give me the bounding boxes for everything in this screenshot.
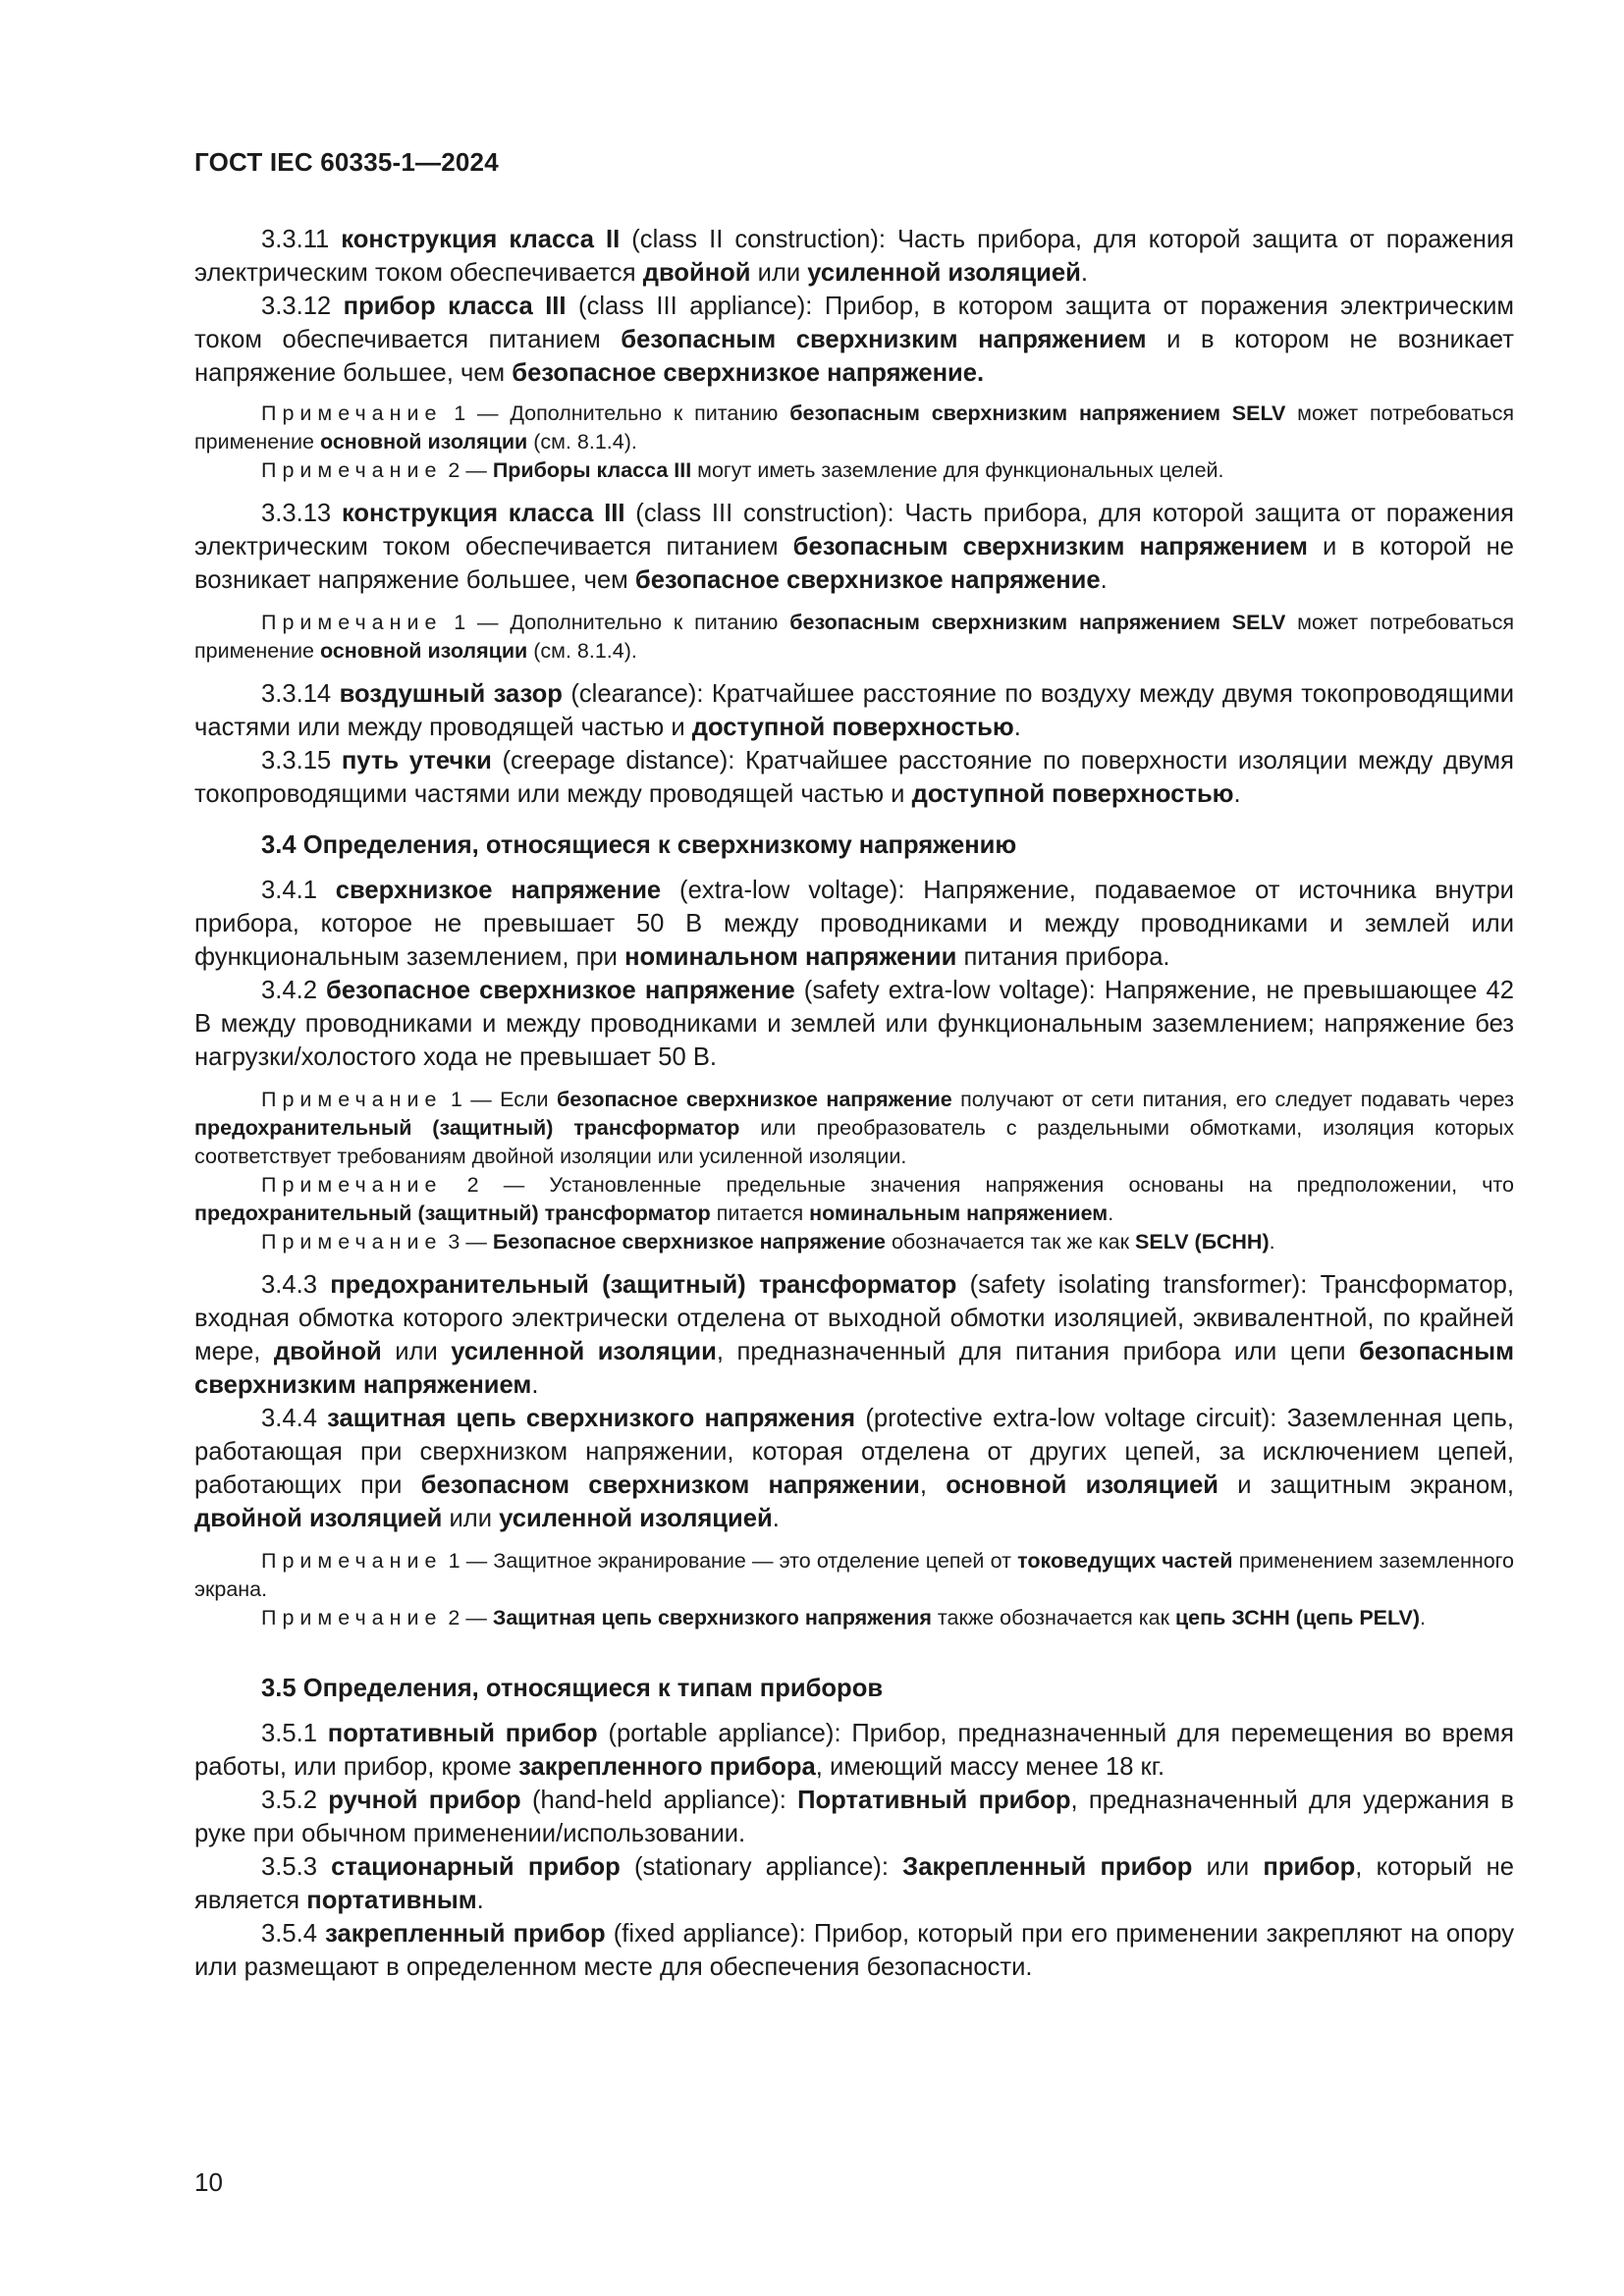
- text-run: 3.5.4: [261, 1920, 326, 1948]
- bold-term: Портативный прибор: [797, 1787, 1071, 1814]
- text-run: , имеющий массу менее 18 кг.: [815, 1753, 1165, 1781]
- page-number: 10: [194, 2167, 223, 2197]
- note-paragraph: [194, 1086, 1514, 1171]
- bold-term: предохранительный (защитный) трансформатор: [194, 1201, 711, 1225]
- text-run: (clearance): Кратчайшее расстояние по воздуху между двумя токопроводящими частями или между проводящей частью и: [194, 680, 1515, 741]
- bold-term: портативный прибор: [327, 1720, 598, 1747]
- text-run: .: [1080, 259, 1088, 287]
- text-run: 3.3.14: [261, 680, 340, 708]
- text-run: .: [1233, 780, 1241, 808]
- bold-term: усиленной изоляцией: [499, 1505, 773, 1532]
- bold-term: закрепленного прибора: [518, 1753, 816, 1781]
- text-run: (creepage distance): Кратчайшее расстояние по поверхности изоляции между двумя токопроводящими частями или между проводящей частью и: [194, 747, 1514, 808]
- bold-term: безопасное сверхнизкое напряжение.: [512, 359, 985, 387]
- text-run: .: [1100, 566, 1108, 594]
- definition-paragraph: [194, 1850, 1514, 1917]
- note-label: Примечание: [261, 1549, 443, 1573]
- definition-paragraph: [194, 1402, 1514, 1535]
- bold-term: безопасным сверхнизким напряжением SELV: [789, 401, 1286, 425]
- text-run: 3.5.1: [261, 1720, 328, 1747]
- definition-paragraph: [194, 1717, 1514, 1784]
- bold-term: номинальном напряжении: [624, 943, 957, 971]
- text-run: 1 — Дополнительно к питанию: [442, 611, 790, 634]
- bold-term: доступной поверхностью: [911, 780, 1234, 808]
- bold-term: номинальным напряжением: [809, 1201, 1109, 1225]
- text-run: 3.4.4: [261, 1405, 328, 1432]
- text-run: 3 —: [442, 1230, 493, 1254]
- bold-term: токоведущих частей: [1017, 1549, 1233, 1573]
- bold-term: прибор: [1263, 1853, 1356, 1881]
- text-run: или: [442, 1505, 500, 1532]
- bold-term: предохранительный (защитный) трансформатор: [330, 1271, 957, 1299]
- section-heading: [194, 1672, 1514, 1705]
- text-run: (extra-low voltage): Напряжение, подаваемое от источника внутри прибора, которое не превышает 50 В между проводниками и между проводниками и землей или функциональным заземлением, при: [194, 877, 1514, 971]
- text-run: 2 — Установленные предельные значения напряжения основаны на предположении, что: [442, 1173, 1514, 1197]
- section-heading: [194, 828, 1514, 862]
- note-label: Примечание: [261, 458, 443, 482]
- definition-paragraph: [194, 497, 1514, 597]
- bold-term: основной изоляции: [320, 639, 528, 663]
- bold-term: цепь ЗСНН (цепь PELV): [1174, 1606, 1421, 1629]
- text-run: , предназначенный для удержания в руке при обычном применении/использовании.: [194, 1787, 1514, 1847]
- bold-term: сверхнизкое напряжение: [335, 877, 662, 904]
- text-run: (safety extra-low voltage): Напряжение, не превышающее 42 В между проводниками и между проводниками и землей или функциональным заземлением; напряжение без нагрузки/холостого хода не превышает 50 В.: [194, 977, 1515, 1071]
- bold-term: SELV (БСНН): [1135, 1230, 1270, 1254]
- text-run: и в котором не возникает напряжение большее, чем: [194, 326, 1514, 387]
- text-run: .: [1420, 1606, 1427, 1629]
- note-label: Примечание: [261, 1173, 443, 1197]
- text-run: питания прибора.: [956, 943, 1170, 971]
- text-run: 3.5.3: [261, 1853, 332, 1881]
- bold-term: безопасное сверхнизкое напряжение: [634, 566, 1101, 594]
- text-run: (portable appliance): Прибор, предназначенный для перемещения во время работы, или прибор, кроме: [194, 1720, 1514, 1781]
- definition-paragraph: [194, 223, 1514, 290]
- text-run: 3.4 Определения, относящиеся к сверхнизкому напряжению: [261, 831, 1017, 859]
- text-run: (fixed appliance): Прибор, который при его применении закрепляют на опору или размещают в определенном месте для обеспечения безопасности.: [194, 1920, 1514, 1981]
- text-run: (см. 8.1.4).: [527, 430, 637, 454]
- text-run: 3.3.12: [261, 293, 344, 320]
- bold-term: двойной: [642, 259, 751, 287]
- text-run: .: [476, 1887, 484, 1914]
- text-run: .: [1108, 1201, 1114, 1225]
- bold-term: предохранительный (защитный) трансформатор: [194, 1116, 740, 1140]
- text-run: и защитным экраном,: [1218, 1471, 1514, 1499]
- note-paragraph: [194, 1228, 1514, 1256]
- bold-term: безопасное сверхнизкое напряжение: [556, 1088, 952, 1111]
- text-run: (class II construction): Часть прибора, для которой защита от поражения электрическим током обеспечивается: [194, 226, 1515, 287]
- definition-paragraph: [194, 974, 1514, 1074]
- text-run: (protective extra-low voltage circuit): Заземленная цепь, работающая при сверхнизком напряжении, которая отделена от других цепей, за исключением цепей, работающих при: [194, 1405, 1514, 1499]
- text-run: 1 — Если: [442, 1088, 557, 1111]
- text-run: 3.4.2: [261, 977, 327, 1004]
- note-paragraph: [194, 609, 1514, 666]
- definition-paragraph: [194, 874, 1514, 974]
- note-paragraph: [194, 400, 1514, 456]
- definition-paragraph: [194, 290, 1514, 390]
- text-run: (hand-held appliance):: [520, 1787, 798, 1814]
- text-run: или: [750, 259, 808, 287]
- text-run: или: [381, 1338, 452, 1365]
- note-label: Примечание: [261, 1088, 443, 1111]
- note-label: Примечание: [261, 1230, 443, 1254]
- bold-term: стационарный прибор: [331, 1853, 621, 1881]
- bold-term: Приборы класса III: [492, 458, 692, 482]
- text-run: .: [1269, 1230, 1275, 1254]
- bold-term: Безопасное сверхнизкое напряжение: [492, 1230, 886, 1254]
- text-run: 3.3.15: [261, 747, 342, 774]
- text-run: или: [1192, 1853, 1264, 1881]
- bold-term: основной изоляции: [320, 430, 528, 454]
- text-run: 1 — Дополнительно к питанию: [442, 401, 790, 425]
- bold-term: двойной: [273, 1338, 382, 1365]
- bold-term: усиленной изоляцией: [807, 259, 1081, 287]
- text-run: , предназначенный для питания прибора или цепи: [716, 1338, 1360, 1365]
- bold-term: путь утечки: [341, 747, 492, 774]
- text-run: 3.3.11: [261, 226, 342, 253]
- bold-term: безопасным сверхнизким напряжением: [194, 1338, 1514, 1399]
- definition-paragraph: [194, 1784, 1514, 1850]
- text-run: (class III construction): Часть прибора, для которой защита от поражения электрическим током обеспечивается питанием: [194, 500, 1514, 561]
- bold-term: основной изоляцией: [946, 1471, 1219, 1499]
- definition-paragraph: [194, 1917, 1514, 1984]
- text-run: или преобразователь с раздельными обмотками, изоляция которых соответствует требованиям двойной изоляции или усиленной изоляции.: [194, 1116, 1514, 1168]
- text-run: может потребоваться применение: [194, 401, 1514, 454]
- note-paragraph: [194, 1604, 1514, 1632]
- bold-term: ручной прибор: [328, 1787, 521, 1814]
- bold-term: безопасное сверхнизкое напряжение: [326, 977, 795, 1004]
- note-label: Примечание: [261, 611, 443, 634]
- text-run: и в которой не возникает напряжение большее, чем: [194, 533, 1515, 594]
- text-run: 2 —: [442, 458, 493, 482]
- bold-term: воздушный зазор: [339, 680, 563, 708]
- text-run: питается: [710, 1201, 810, 1225]
- text-run: 1 — Защитное экранирование — это отделение цепей от: [442, 1549, 1018, 1573]
- bold-term: безопасным сверхнизким напряжением: [621, 326, 1147, 353]
- note-paragraph: [194, 456, 1514, 485]
- bold-term: портативным: [306, 1887, 477, 1914]
- bold-term: доступной поверхностью: [691, 714, 1014, 741]
- bold-term: прибор класса III: [343, 293, 567, 320]
- text-run: .: [531, 1371, 539, 1399]
- bold-term: безопасном сверхнизком напряжении: [420, 1471, 920, 1499]
- text-run: 2 —: [442, 1606, 493, 1629]
- note-paragraph: [194, 1171, 1514, 1228]
- text-run: (safety isolating transformer): Трансформатор, входная обмотка которого электрически отделена от выходной обмотки изоляцией, эквивалентной, по крайней мере,: [194, 1271, 1514, 1365]
- text-run: (class III appliance): Прибор, в котором защита от поражения электрическим током обеспечивается питанием: [194, 293, 1515, 353]
- note-paragraph: [194, 1547, 1514, 1604]
- text-run: (stationary appliance):: [620, 1853, 903, 1881]
- bold-term: Закрепленный прибор: [902, 1853, 1193, 1881]
- note-label: Примечание: [261, 1606, 443, 1629]
- bold-term: конструкция класса III: [341, 500, 625, 527]
- definition-paragraph: [194, 677, 1514, 744]
- text-run: 3.5.2: [261, 1787, 329, 1814]
- text-run: также обозначается как: [931, 1606, 1175, 1629]
- text-run: может потребоваться применение: [194, 611, 1514, 663]
- bold-term: безопасным сверхнизким напряжением SELV: [789, 611, 1286, 634]
- text-run: (см. 8.1.4).: [527, 639, 637, 663]
- text-run: ,: [919, 1471, 947, 1499]
- definition-paragraph: [194, 744, 1514, 811]
- bold-term: безопасным сверхнизким напряжением: [792, 533, 1308, 561]
- text-run: обозначается так же как: [885, 1230, 1136, 1254]
- bold-term: усиленной изоляции: [451, 1338, 717, 1365]
- text-run: применением заземленного экрана.: [194, 1549, 1514, 1601]
- text-run: 3.3.13: [261, 500, 342, 527]
- bold-term: двойной изоляцией: [194, 1505, 443, 1532]
- bold-term: конструкция класса II: [341, 226, 621, 253]
- text-run: 3.5 Определения, относящиеся к типам приборов: [261, 1675, 884, 1702]
- text-run: .: [772, 1505, 780, 1532]
- bold-term: Защитная цепь сверхнизкого напряжения: [492, 1606, 932, 1629]
- note-label: Примечание: [261, 401, 443, 425]
- text-run: .: [1013, 714, 1021, 741]
- text-run: 3.4.3: [261, 1271, 331, 1299]
- text-run: , который не является: [194, 1853, 1514, 1914]
- bold-term: закрепленный прибор: [325, 1920, 606, 1948]
- document-body: [194, 223, 1514, 1984]
- text-run: 3.4.1: [261, 877, 336, 904]
- text-run: могут иметь заземление для функциональных целей.: [691, 458, 1224, 482]
- text-run: получают от сети питания, его следует подавать через: [951, 1088, 1514, 1111]
- document-header: ГОСТ IEC 60335-1—2024: [194, 147, 499, 177]
- definition-paragraph: [194, 1268, 1514, 1402]
- bold-term: защитная цепь сверхнизкого напряжения: [327, 1405, 856, 1432]
